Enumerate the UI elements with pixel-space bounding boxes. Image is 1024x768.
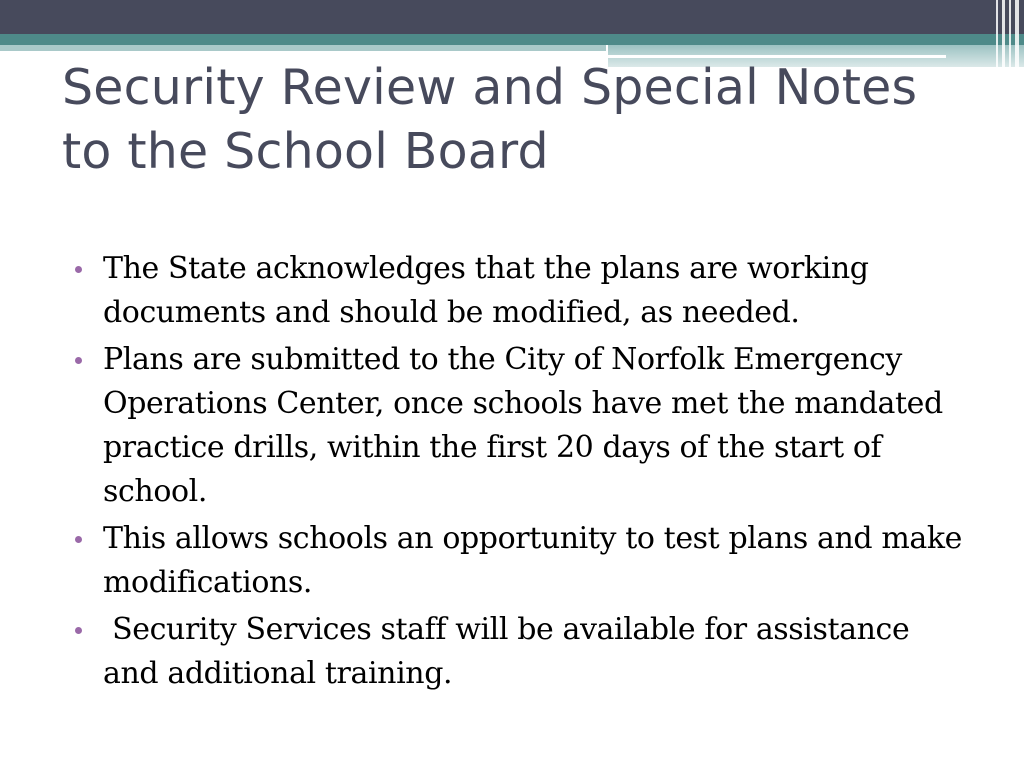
bullet-icon: [75, 357, 82, 364]
header-band-dark: [0, 0, 1024, 34]
bullet-text: This allows schools an opportunity to test plans and make modifications.: [103, 521, 972, 600]
header-stripes: [992, 0, 1024, 67]
bullet-text: Plans are submitted to the City of Norfolk Emergency Operations Center, once schools have met the mandated practice drills, within the first 20 days of the start of school.: [103, 342, 952, 509]
header-stripe: [1015, 0, 1019, 67]
bullet-item: [72, 247, 972, 335]
bullet-text: The State acknowledges that the plans are working documents and should be modified, as needed.: [103, 251, 878, 330]
header-band-light: [0, 45, 606, 51]
header-stripe: [996, 0, 998, 67]
header-stripe: [1009, 0, 1011, 67]
bullet-icon: [75, 266, 82, 273]
bullet-item: [72, 338, 972, 514]
bullet-icon: [75, 627, 82, 634]
bullet-list: [72, 247, 972, 699]
header-band-teal: [0, 34, 1024, 45]
bullet-text: Security Services staff will be available for assistance and additional training.: [103, 612, 919, 691]
bullet-icon: [75, 536, 82, 543]
bullet-item: [72, 517, 972, 605]
slide-title: Security Review and Special Notes to the School Board: [62, 59, 918, 180]
bullet-item: [72, 608, 972, 696]
header-stripe: [1002, 0, 1005, 67]
